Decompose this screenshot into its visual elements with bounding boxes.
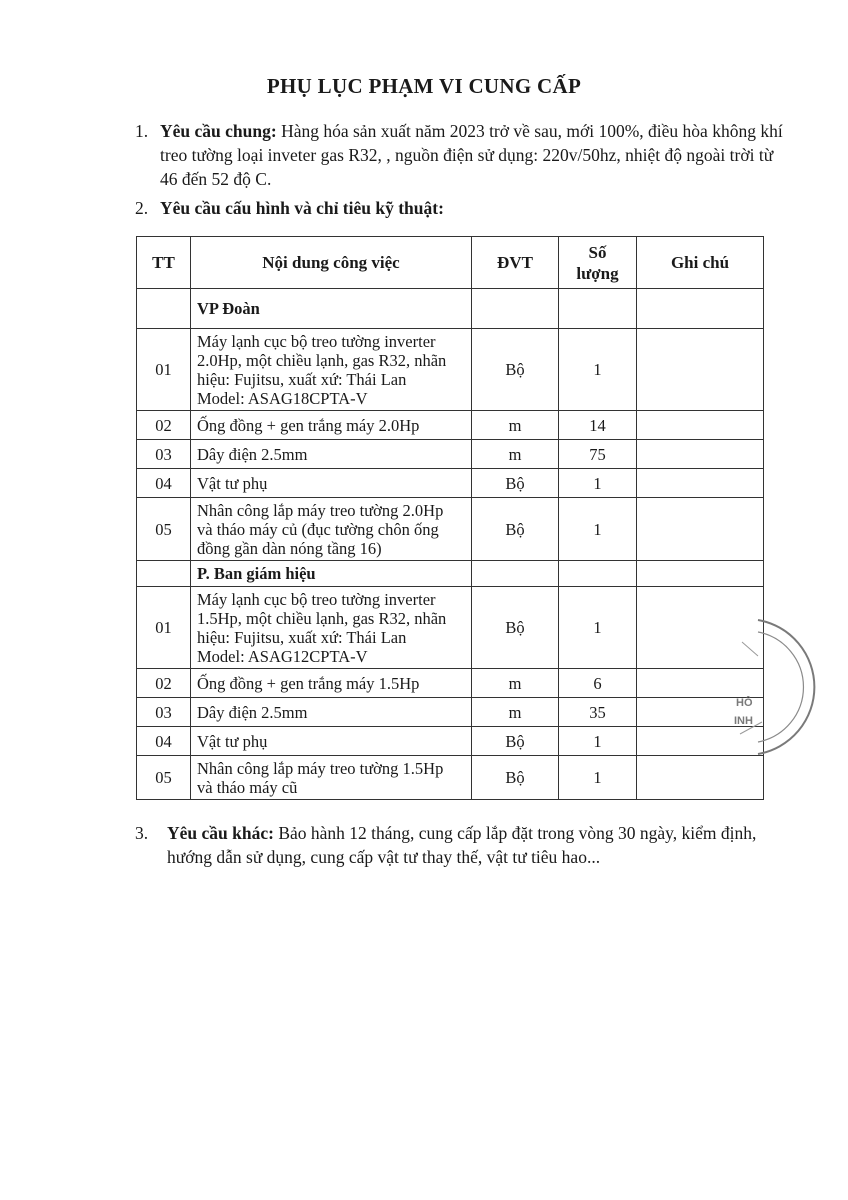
section-tt-cell: [137, 561, 191, 587]
table-row: [137, 756, 764, 800]
empty-cell: [559, 289, 637, 329]
row-tt: 01: [137, 329, 191, 411]
requirement-number: 2.: [135, 198, 149, 218]
header-quantity-line1: Số: [588, 242, 607, 262]
content-line: Dây điện 2.5mm: [197, 444, 308, 464]
content-line: Ống đồng + gen trắng máy 2.0Hp: [197, 415, 420, 435]
row-content: [191, 498, 472, 561]
row-quantity: 1: [559, 727, 637, 756]
requirement-number: 1.: [135, 121, 149, 141]
section-title: VP Đoàn: [191, 289, 472, 329]
section-row: [137, 289, 764, 329]
content-line: Vật tư phụ: [197, 731, 268, 751]
content-line: đồng gần dàn nóng tầng 16): [197, 538, 382, 558]
row-unit: Bộ: [472, 498, 559, 561]
table-row: [137, 411, 764, 440]
row-tt: 02: [137, 411, 191, 440]
row-note: [637, 469, 764, 498]
row-unit: Bộ: [472, 756, 559, 800]
content-line: Nhân công lắp máy treo tường 1.5Hp: [197, 758, 444, 778]
row-unit: m: [472, 411, 559, 440]
table-row: [137, 698, 764, 727]
row-unit: m: [472, 669, 559, 698]
page-title: PHỤ LỤC PHẠM VI CUNG CẤP: [266, 74, 582, 98]
row-unit: Bộ: [472, 587, 559, 669]
row-content: [191, 329, 472, 411]
spec-table: [136, 236, 764, 800]
row-quantity: 35: [559, 698, 637, 727]
content-line: hiệu: Fujitsu, xuất xứ: Thái Lan: [197, 369, 407, 389]
row-unit: m: [472, 698, 559, 727]
content-line: hiệu: Fujitsu, xuất xứ: Thái Lan: [197, 627, 407, 647]
row-unit: Bộ: [472, 469, 559, 498]
table-row: [137, 587, 764, 669]
row-quantity: 75: [559, 440, 637, 469]
row-quantity: 1: [559, 756, 637, 800]
requirement-label: Yêu cầu chung:: [160, 121, 277, 141]
row-content: [191, 698, 472, 727]
header-note: Ghi chú: [637, 237, 764, 289]
seal-stamp: [718, 612, 838, 762]
row-unit: Bộ: [472, 727, 559, 756]
row-content: [191, 587, 472, 669]
row-tt: 03: [137, 698, 191, 727]
table-row: [137, 329, 764, 411]
content-line: và tháo máy cũ: [197, 777, 298, 797]
content-line: và tháo máy củ (đục tường chôn ống: [197, 519, 439, 539]
row-content: [191, 411, 472, 440]
empty-cell: [637, 561, 764, 587]
row-note: [637, 329, 764, 411]
content-line: Model: ASAG18CPTA-V: [197, 388, 368, 408]
row-quantity: 1: [559, 587, 637, 669]
row-tt: 05: [137, 498, 191, 561]
table-body: [137, 289, 764, 800]
table-header-row: [137, 237, 764, 289]
row-tt: 04: [137, 469, 191, 498]
table-row: [137, 440, 764, 469]
row-unit: Bộ: [472, 329, 559, 411]
table-row: [137, 498, 764, 561]
row-content: [191, 669, 472, 698]
requirement-general: [135, 119, 790, 191]
row-quantity: 1: [559, 498, 637, 561]
section-title: P. Ban giám hiệu: [191, 561, 472, 587]
requirement-other: [135, 821, 797, 869]
row-quantity: 6: [559, 669, 637, 698]
header-content: Nội dung công việc: [191, 237, 472, 289]
table-row: [137, 469, 764, 498]
header-quantity: [559, 237, 637, 289]
content-line: 1.5Hp, một chiều lạnh, gas R32, nhãn: [197, 608, 447, 628]
row-note: [637, 411, 764, 440]
row-note: [637, 440, 764, 469]
empty-cell: [472, 289, 559, 329]
requirement-spec: [135, 196, 790, 220]
row-tt: 03: [137, 440, 191, 469]
content-line: Model: ASAG12CPTA-V: [197, 646, 368, 666]
row-tt: 01: [137, 587, 191, 669]
row-quantity: 1: [559, 469, 637, 498]
row-content: [191, 756, 472, 800]
empty-cell: [472, 561, 559, 587]
requirement-label: Yêu cầu cấu hình và chỉ tiêu kỹ thuật:: [160, 198, 444, 218]
seal-text-line2: INH: [734, 715, 753, 727]
content-line: Nhân công lắp máy treo tường 2.0Hp: [197, 500, 444, 520]
row-content: [191, 727, 472, 756]
seal-text-line1: HÔ: [736, 697, 753, 709]
content-line: Vật tư phụ: [197, 473, 268, 493]
section-tt-cell: [137, 289, 191, 329]
requirement-number: 3.: [135, 823, 149, 843]
content-line: Máy lạnh cục bộ treo tường inverter: [197, 331, 436, 351]
header-tt: TT: [137, 237, 191, 289]
content-line: 2.0Hp, một chiều lạnh, gas R32, nhãn: [197, 350, 447, 370]
table-row: [137, 727, 764, 756]
row-tt: 05: [137, 756, 191, 800]
header-quantity-line2: lượng: [576, 263, 619, 283]
row-content: [191, 440, 472, 469]
table-row: [137, 669, 764, 698]
content-line: Dây điện 2.5mm: [197, 702, 308, 722]
requirement-label: Yêu cầu khác:: [167, 823, 274, 843]
content-line: Ống đồng + gen trắng máy 1.5Hp: [197, 673, 420, 693]
row-quantity: 14: [559, 411, 637, 440]
empty-cell: [559, 561, 637, 587]
row-content: [191, 469, 472, 498]
row-tt: 02: [137, 669, 191, 698]
empty-cell: [637, 289, 764, 329]
row-note: [637, 756, 764, 800]
requirement-text: Hàng hóa sản xuất năm 2023 trở về sau, mới 100%, điều hòa không khí treo tường loại inveter gas R32, , nguồn điện sử dụng: 220v/50hz, nhiệt độ ngoài trời từ 46 đến 52 độ C.: [160, 121, 783, 189]
requirement-text: Bảo hành 12 tháng, cung cấp lắp đặt trong vòng 30 ngày, kiểm định, hướng dẫn sử dụng, cung cấp vật tư thay thế, vật tư tiêu hao...: [167, 823, 757, 867]
content-line: Máy lạnh cục bộ treo tường inverter: [197, 589, 436, 609]
header-unit: ĐVT: [472, 237, 559, 289]
row-unit: m: [472, 440, 559, 469]
section-row: [137, 561, 764, 587]
row-quantity: 1: [559, 329, 637, 411]
row-note: [637, 498, 764, 561]
row-tt: 04: [137, 727, 191, 756]
